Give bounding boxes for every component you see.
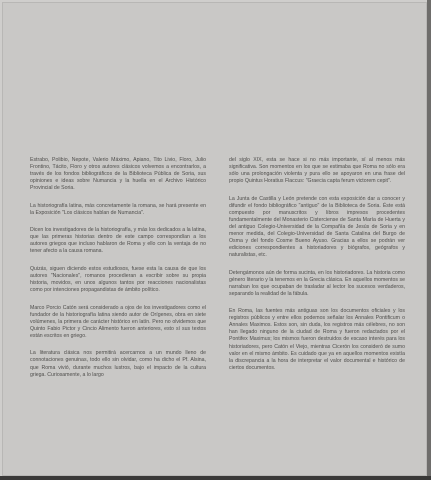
paragraph: Detengámonos aún de forma sucinta, en los historiadores. La historia como género literario y la tenemos en la Grecia clásica. En aquellos momentos se narraban los que ocupaban de trasladar al lector los sucesos verdaderos, separando la realidad de la fábula.: [229, 269, 405, 297]
paragraph: del siglo XIX, esta se hace si no más importante, sí al menos más significativa. Son momentos en los que se estimaba que Roma no sólo era sólo una prolongación violenta y pura ello se apoyaron en una frase del propio Quintus Horatius Flaccus: "Graecia capta ferum victorem cepit".: [229, 157, 405, 185]
paragraph: En Roma, las fuentes más antiguas son los documentos oficiales y los registros públicos y entre ellos podemos señalar los Annales Pontificum o Annales Maximos. Estos son, sin duda, los registros más célebres, no son han llegado ninguno de la ciudad de Roma y fueron redactados por el Pontifex Maximus; los mismos fueron destruidos de escaso interés para los historiadores, pero Catón el Viejo, mientras Cicerón los consideró de sumo valor en el mismo ámbito. Es cuidado que ya en aquellos momentos existía la discrepancia a la hora de interpretar el valor documental e histórico de ciertos documentos.: [229, 308, 405, 371]
paragraph: Dicen los investigadores de la historiografía, y más los dedicados a la latina, que las primeras historias dentro de este campo correspondían a los autores griegos que incluso hablaron de Roma y ello con la ventaja de no tener afecto a la causa romana.: [30, 227, 206, 255]
paragraph: La Junta de Castilla y León pretende con esta exposición dar a conocer y difundir el fondo bibliográfico "antiguo" de la Biblioteca de Soria. Éste está compuesto por manuscritos y libros impresos procedentes fundamentalmente del Monasterio Cisterciense de Santa María de Huerta y del antiguo Colegio-Universidad de la Compañía de Jesús de Soria y en menor medida, del Colegio-Universidad de Santa Catalina del Burgo de Osma y del fondo Cosme Bueno Ayuso. Gracias a ellos se podrán ver ediciones correspondientes a historiadores y biógrafos, geógrafos y naturalistas, etc.: [229, 195, 405, 259]
paragraph: Quizás, siguen diciendo estos estudiosos, fuese esta la causa de que los autores "Nacionales", romanos procedieran a escribir sobre su propia historia, movidos, en unos algunos tantos por reacciones nacionalistas como por intenciones propagandistas de ámbito político.: [30, 266, 206, 294]
paragraph: La historiografía latina, más concretamente la romana, se hará presente en la Exposición "Los clásicos hablan de Numancia".: [30, 202, 206, 216]
scan-bottom-edge: [0, 476, 431, 480]
scan-edge-shadow: [427, 0, 431, 480]
paragraph: La literatura clásica nos permitirá acercarnos a un mundo lleno de connotaciones genuinas, todo ello sin olvidar, como ha dicho el Pf. Alsina, que Roma vivió, durante muchos lustros, bajo el impacto de la cultura griega. Curiosamente, a lo largo: [30, 350, 206, 378]
paragraph: Marco Porcio Catón será considerado a ojos de los investigadores como el fundador de la historiografía latina siendo autor de Orígenes, obra en siete volúmenes, la primera de carácter histórico en latín. Pero no olvidemos que Quinto Fabio Pictor y Cincio Alimento fueron anteriores, esto sí sus textos están escritos en griego.: [30, 304, 206, 339]
right-text-column: [229, 157, 405, 382]
paragraph: Estrabo, Polibio, Nepote, Valerio Máximo, Apiano, Tito Livio, Floro, Julio Frontino, Tácito, Floro y otros autores clásicos volvemos a encontrarlos, a través de los fondos bibliográficos de la Biblioteca Pública de Soria, sus opiniones e ideas sobre Numancia y la huella en el Archivo Histórico Provincial de Soria.: [30, 157, 206, 192]
left-text-column: [30, 157, 206, 389]
